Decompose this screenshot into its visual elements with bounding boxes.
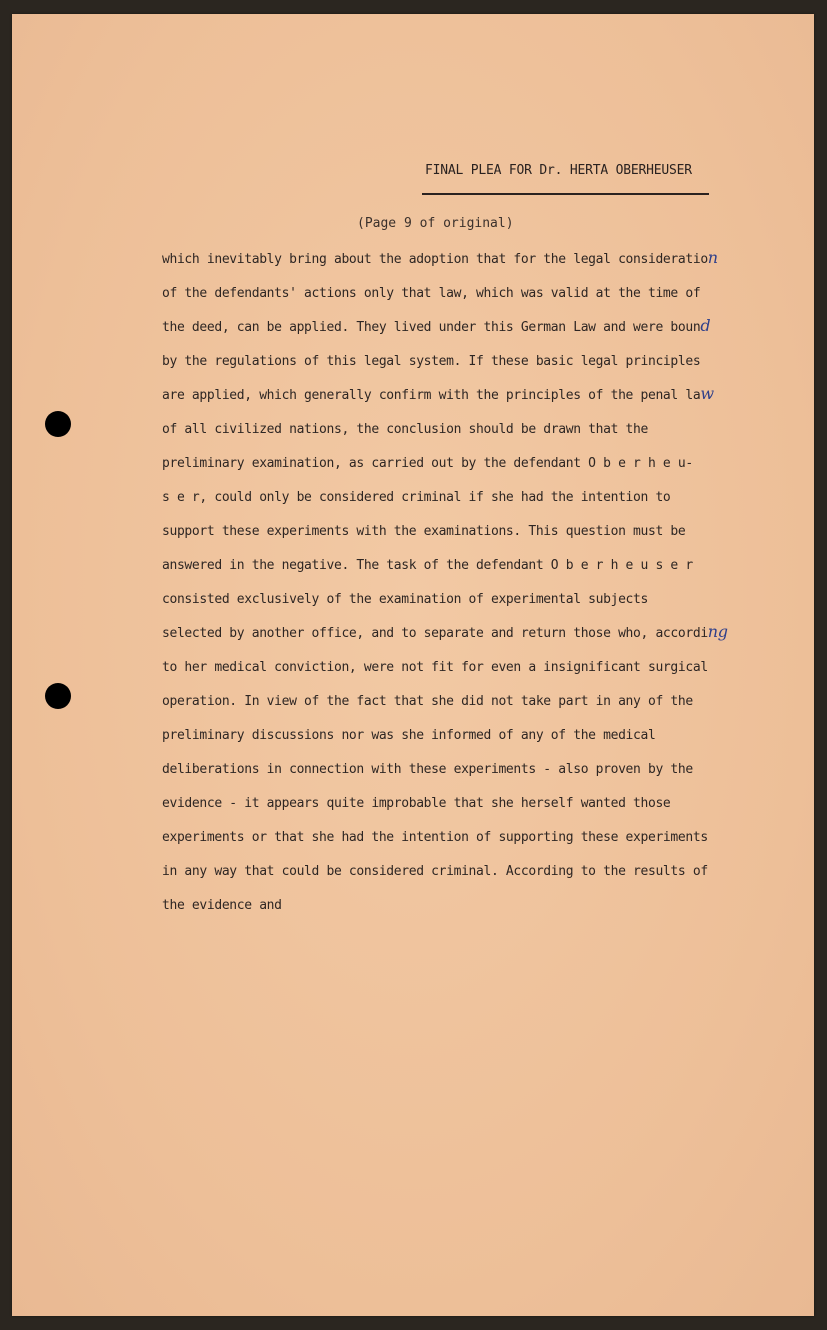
typed-text: in any way that could be considered criminal. According to the results of <box>162 864 708 879</box>
typed-text: consisted exclusively of the examination of experimental subjects <box>162 592 648 607</box>
handwritten-correction: d <box>700 316 711 335</box>
typed-text: to her medical conviction, were not fit for even a insignificant surgical <box>162 660 708 675</box>
typed-text: by the regulations of this legal system. If these basic legal principles <box>162 354 701 369</box>
text-line <box>162 859 802 893</box>
handwritten-correction: w <box>700 384 714 403</box>
title-underline <box>422 193 709 195</box>
text-line <box>162 451 802 485</box>
typed-text: selected by another office, and to separate and return those who, accordi <box>162 626 708 641</box>
typed-text: answered in the negative. The task of the defendant O b e r h e u s e r <box>162 558 693 573</box>
text-line <box>162 689 802 723</box>
text-line <box>162 791 802 825</box>
text-line <box>162 417 802 451</box>
typed-text: the evidence and <box>162 898 282 913</box>
text-line <box>162 485 802 519</box>
typed-text: of the defendants' actions only that law, which was valid at the time of <box>162 286 701 301</box>
text-line <box>162 315 802 349</box>
page-reference: (Page 9 of original) <box>357 216 514 231</box>
typed-text: are applied, which generally confirm with the principles of the penal la <box>162 388 701 403</box>
typed-text: preliminary examination, as carried out by the defendant O b e r h e u- <box>162 456 693 471</box>
typed-text: which inevitably bring about the adoption that for the legal consideratio <box>162 252 708 267</box>
text-line <box>162 825 802 859</box>
typed-text: deliberations in connection with these experiments - also proven by the <box>162 762 693 777</box>
typed-text: s e r, could only be considered criminal if she had the intention to <box>162 490 671 505</box>
text-line <box>162 553 802 587</box>
typed-text: preliminary discussions nor was she informed of any of the medical <box>162 728 656 743</box>
text-line <box>162 621 802 655</box>
typed-text: support these experiments with the examinations. This question must be <box>162 524 686 539</box>
text-line <box>162 587 802 621</box>
typed-text: the deed, can be applied. They lived under this German Law and were boun <box>162 320 701 335</box>
text-line <box>162 519 802 553</box>
handwritten-correction: ng <box>707 622 728 641</box>
typed-text: operation. In view of the fact that she did not take part in any of the <box>162 694 693 709</box>
punch-hole-lower <box>45 683 71 709</box>
text-line <box>162 723 802 757</box>
text-line <box>162 349 802 383</box>
handwritten-correction: n <box>707 248 718 267</box>
document-title: FINAL PLEA FOR Dr. HERTA OBERHEUSER <box>425 163 692 178</box>
text-line <box>162 893 802 927</box>
text-line <box>162 281 802 315</box>
text-line <box>162 757 802 791</box>
typed-text: evidence - it appears quite improbable that she herself wanted those <box>162 796 671 811</box>
punch-hole-upper <box>45 411 71 437</box>
body-text <box>162 247 802 927</box>
text-line <box>162 247 802 281</box>
typed-text: of all civilized nations, the conclusion should be drawn that the <box>162 422 648 437</box>
typed-text: experiments or that she had the intention of supporting these experiments <box>162 830 708 845</box>
text-line <box>162 655 802 689</box>
text-line <box>162 383 802 417</box>
